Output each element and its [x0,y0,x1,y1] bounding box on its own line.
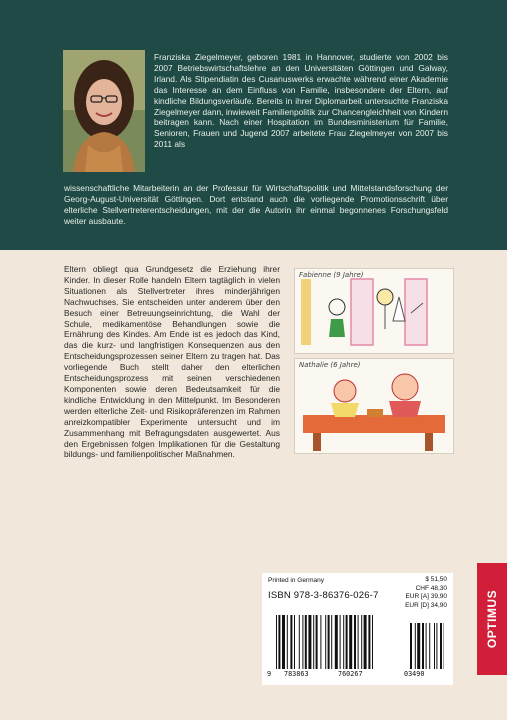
barcode-digit-prefix: 9 [267,670,272,678]
book-blurb: Eltern obliegt qua Grundgesetz die Erziehung ihrer Kinder. In dieser Rolle handeln Eltern tagtäglich in vielen Situationen als Stellvertreter ihres minderjährigen Nachwuchses. Sie entscheiden unter anderem über den Besuch einer Betreuungseinrichtung, die Wahl der Schule, medikamentöse Behandlungen sowie die Ernährung des Kindes. Am Ende ist es jedoch das Kind, das die kurz- und langfristigen Konsequenzen aus den Entscheidungsprozessen seiner Eltern zu tragen hat. Das vorliegende Buch stellt daher den elterlichen Entscheidungsprozess mit seinen verschiedenen Komponenten sowie deren Bedeutsamkeit für die kindliche Entwicklung in den Mittelpunkt. Im Besonderen werden elterliche Zeit- und Risikopräferenzen im Rahmen anreizkompatibler Experimente untersucht und im Zusammenhang mit Befragungsdaten ausgewertet. Aus den Ergebnissen folgen Implikationen für die Gestaltung bildungs- und familienpolitischer Maßnahmen. [64,264,280,460]
isbn-label: ISBN 978-3-86376-026-7 [268,590,379,601]
barcode-addon-digits: 03490 [404,670,425,678]
price-eur-a: EUR [A] 39,90 [405,593,447,601]
drawing-2-caption: Nathalie (6 Jahre) [299,361,361,369]
barcode-digits-right: 760267 [338,670,363,678]
author-bio-bottom: wissenschaftliche Mitarbeiterin an der Professur für Wirtschaftspolitik und Mittelstandsforschung der Georg-August-Universität Göttingen. Dort entstand auch die vorliegende Promotionsschrift über elterliche Stellvertreterentscheidungen, mit der die Autorin ihr einmal begonnenes Forschungsfeld weiter ausbaute. [64,183,448,226]
child-drawing-1 [294,268,454,354]
barcode-bars [276,615,444,669]
publisher-name: OPTIMUS [485,589,499,649]
child-drawing-2 [294,358,454,454]
price-usd: $ 51,50 [425,576,447,583]
price-chf: CHF 48,30 [415,584,447,592]
price-list [405,576,447,610]
price-eur-d: EUR [D] 34,90 [405,601,447,609]
barcode-digits-left: 783863 [284,670,309,678]
drawing-1-caption: Fabienne (9 Jahre) [299,271,364,279]
drawing-2-image [295,359,453,453]
barcode-panel [262,573,453,685]
author-bio-top: Franziska Ziegelmeyer, geboren 1981 in Hannover, studierte von 2002 bis 2007 Betriebswirtschaftslehre an den Universitäten Göttingen und Galway, Irland. Als Stipendiatin des Cusanuswerks erwachte während einer Akademie das Interesse an dem Einfluss von Familie, insbesondere der Eltern, auf kindliche Bildungsverläufe. Bereits in ihrer Diplomarbeit untersuchte Franziska Ziegelmeyer dann, inwieweit Familienpolitik zur Chancengleichheit von Kindern beitragen kann. Nach einer Hospitation im Bundesministerium für Familie, Senioren, Frauen und Jugend 2007 arbeitete Frau Ziegelmeyer von 2007 bis 2011 als [154,52,448,150]
drawing-1-image [295,269,453,353]
author-band [0,0,507,250]
author-photo [63,50,145,172]
author-portrait-image [63,50,145,172]
publisher-logo [477,563,507,675]
printed-in-label: Printed in Germany [268,577,324,584]
